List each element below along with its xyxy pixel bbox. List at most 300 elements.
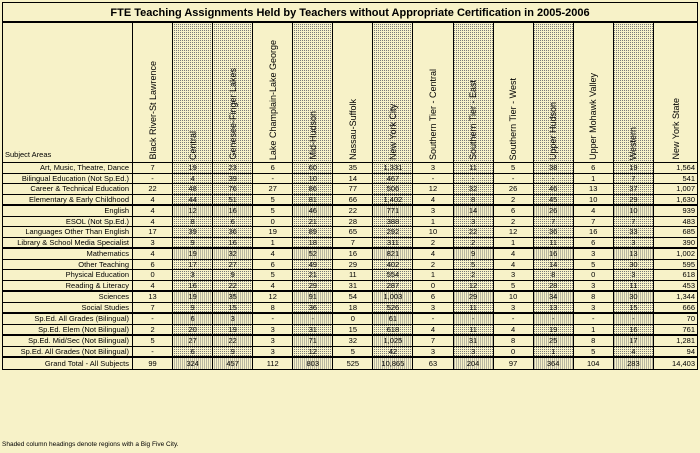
table-cell: 1: [413, 270, 453, 281]
column-header-subject-areas: Subject Areas: [3, 23, 133, 163]
table-cell: 99: [133, 357, 173, 370]
table-cell: 66: [333, 194, 373, 205]
table-cell: 1,002: [654, 248, 698, 259]
table-cell: -: [573, 313, 613, 324]
table-cell: 3: [253, 346, 293, 357]
table-cell: 16: [533, 248, 573, 259]
table-cell: 1,281: [654, 335, 698, 346]
table-cell: 16: [213, 205, 253, 216]
table-cell: 685: [654, 227, 698, 238]
table-cell: 1: [573, 324, 613, 335]
column-header-region: [333, 23, 373, 163]
table-cell: 3: [613, 270, 653, 281]
table-cell: 52: [293, 248, 333, 259]
table-cell: 13: [133, 291, 173, 302]
table-cell: 5: [493, 280, 533, 291]
table-cell: 618: [654, 270, 698, 281]
table-cell: -: [133, 346, 173, 357]
table-cell: 16: [573, 227, 613, 238]
table-cell: 35: [333, 163, 373, 174]
table-cell: 37: [613, 184, 653, 195]
table-cell: 6: [253, 163, 293, 174]
table-cell: 525: [333, 357, 373, 370]
column-header-region: [453, 23, 493, 163]
table-cell: 4: [133, 216, 173, 227]
column-header-label: Black River-St Lawrence: [147, 61, 158, 160]
table-cell: 35: [213, 291, 253, 302]
column-header-label: Mid-Hudson: [307, 111, 318, 160]
table-cell: 81: [293, 194, 333, 205]
table-cell: 32: [213, 248, 253, 259]
table-cell: -: [133, 173, 173, 184]
column-header-label: New York State: [670, 98, 681, 160]
table-cell: -: [253, 313, 293, 324]
table-cell: 402: [373, 259, 413, 270]
table-cell: 19: [213, 324, 253, 335]
table-cell: 7: [613, 216, 653, 227]
fte-table: [2, 22, 698, 370]
row-label: Sciences: [3, 291, 133, 302]
row-label: Elementary & Early Childhood: [3, 194, 133, 205]
page-title: FTE Teaching Assignments Held by Teachers without Appropriate Certification in 2005-2006: [2, 2, 698, 22]
row-label: Social Studies: [3, 302, 133, 313]
table-cell: 4: [413, 248, 453, 259]
table-cell: 39: [173, 227, 213, 238]
table-row: [3, 346, 698, 357]
table-cell: 0: [413, 280, 453, 291]
table-cell: 22: [213, 280, 253, 291]
table-cell: 3: [413, 205, 453, 216]
table-cell: 4: [133, 280, 173, 291]
table-cell: 1: [533, 346, 573, 357]
table-cell: 33: [613, 227, 653, 238]
table-cell: 27: [253, 184, 293, 195]
table-cell: 7: [333, 237, 373, 248]
table-cell: 46: [533, 184, 573, 195]
table-cell: 204: [453, 357, 493, 370]
table-cell: 26: [493, 184, 533, 195]
row-label: Grand Total - All Subjects: [3, 357, 133, 370]
table-cell: 15: [613, 302, 653, 313]
row-label: Sp.Ed. All Grades (Not Bilingual): [3, 346, 133, 357]
column-header-region: [573, 23, 613, 163]
row-label: Reading & Literacy: [3, 280, 133, 291]
table-cell: 16: [173, 280, 213, 291]
table-cell: 2: [493, 216, 533, 227]
table-cell: 16: [333, 248, 373, 259]
table-cell: 1,007: [654, 184, 698, 195]
table-cell: -: [413, 313, 453, 324]
table-cell: -: [533, 313, 573, 324]
table-cell: 0: [133, 270, 173, 281]
table-row: [3, 291, 698, 302]
column-header-label: Southern Tier - East: [468, 79, 479, 160]
table-cell: -: [293, 313, 333, 324]
table-cell: 29: [293, 280, 333, 291]
row-label: Sp.Ed. All Grades (Bilingual): [3, 313, 133, 324]
table-cell: -: [453, 173, 493, 184]
table-cell: -: [493, 173, 533, 184]
column-header-region: [493, 23, 533, 163]
table-cell: 5: [253, 270, 293, 281]
table-cell: 19: [173, 291, 213, 302]
table-cell: 4: [173, 173, 213, 184]
table-cell: 2: [413, 259, 453, 270]
table-cell: 94: [654, 346, 698, 357]
table-cell: 91: [293, 291, 333, 302]
table-cell: 36: [293, 302, 333, 313]
table-cell: 36: [533, 227, 573, 238]
table-cell: 7: [413, 335, 453, 346]
table-cell: 61: [373, 313, 413, 324]
table-cell: 39: [213, 173, 253, 184]
table-cell: 9: [213, 346, 253, 357]
table-cell: 13: [613, 248, 653, 259]
table-cell: -: [133, 313, 173, 324]
table-cell: 4: [493, 248, 533, 259]
table-cell: 54: [333, 291, 373, 302]
table-cell: 8: [573, 291, 613, 302]
table-cell: 6: [213, 216, 253, 227]
table-cell: 14: [533, 259, 573, 270]
row-label: Career & Technical Education: [3, 184, 133, 195]
table-cell: 36: [213, 227, 253, 238]
table-cell: 27: [213, 259, 253, 270]
table-cell: 22: [333, 205, 373, 216]
table-cell: 3: [573, 280, 613, 291]
table-cell: 10,865: [373, 357, 413, 370]
column-header-region: [213, 23, 253, 163]
table-cell: 457: [213, 357, 253, 370]
table-cell: 14,403: [654, 357, 698, 370]
column-header-label: Upper Mohawk Valley: [588, 73, 599, 160]
table-cell: 19: [173, 163, 213, 174]
table-cell: 939: [654, 205, 698, 216]
table-cell: 27: [173, 335, 213, 346]
table-cell: 3: [573, 248, 613, 259]
table-cell: 21: [293, 216, 333, 227]
table-cell: 12: [173, 205, 213, 216]
table-cell: 390: [654, 237, 698, 248]
table-cell: 6: [493, 205, 533, 216]
table-cell: 9: [453, 248, 493, 259]
table-cell: 51: [213, 194, 253, 205]
table-cell: 13: [573, 184, 613, 195]
table-body: [3, 163, 698, 370]
table-row: [3, 237, 698, 248]
table-cell: 3: [573, 302, 613, 313]
table-cell: 2: [453, 270, 493, 281]
table-cell: 30: [613, 291, 653, 302]
column-header-region: [533, 23, 573, 163]
table-cell: 3: [493, 302, 533, 313]
table-cell: 1,331: [373, 163, 413, 174]
column-header-label: Genesee-Finger Lakes: [227, 68, 238, 160]
table-cell: 38: [533, 163, 573, 174]
column-header-label: Western: [628, 126, 639, 160]
column-header-region: [613, 23, 653, 163]
table-cell: 287: [373, 280, 413, 291]
table-cell: 4: [253, 248, 293, 259]
table-cell: 364: [533, 357, 573, 370]
table-cell: 3: [213, 313, 253, 324]
table-cell: 18: [293, 237, 333, 248]
table-cell: 11: [333, 270, 373, 281]
table-cell: 22: [213, 335, 253, 346]
table-cell: -: [613, 313, 653, 324]
footnote: Shaded column headings denote regions with a Big Five City.: [2, 441, 179, 448]
table-cell: 28: [533, 280, 573, 291]
table-cell: 13: [533, 302, 573, 313]
table-row: [3, 216, 698, 227]
table-cell: 3: [453, 216, 493, 227]
table-cell: 0: [253, 216, 293, 227]
table-cell: 283: [613, 357, 653, 370]
table-cell: 526: [373, 302, 413, 313]
table-cell: 2: [133, 324, 173, 335]
table-cell: 6: [173, 346, 213, 357]
table-cell: 12: [253, 291, 293, 302]
row-label: Sp.Ed. Elem (Not Bilingual): [3, 324, 133, 335]
table-cell: 12: [493, 227, 533, 238]
table-cell: 31: [453, 335, 493, 346]
table-row: [3, 163, 698, 174]
column-header-label: Southern Tier - Central: [427, 68, 438, 160]
table-cell: 666: [654, 302, 698, 313]
table-cell: 595: [654, 259, 698, 270]
table-cell: 2: [413, 237, 453, 248]
column-header-region: [133, 23, 173, 163]
table-row: [3, 280, 698, 291]
table-cell: 483: [654, 216, 698, 227]
table-cell: 1: [253, 237, 293, 248]
table-cell: 7: [533, 216, 573, 227]
table-cell: 89: [293, 227, 333, 238]
table-cell: 11: [453, 163, 493, 174]
table-cell: 70: [654, 313, 698, 324]
table-cell: 112: [253, 357, 293, 370]
table-cell: 5: [573, 259, 613, 270]
table-cell: 29: [333, 259, 373, 270]
table-cell: 10: [573, 194, 613, 205]
table-cell: 26: [533, 205, 573, 216]
table-cell: 6: [413, 291, 453, 302]
row-label: Languages Other Than English: [3, 227, 133, 238]
table-cell: 4: [413, 324, 453, 335]
table-cell: 71: [293, 335, 333, 346]
table-cell: 1,025: [373, 335, 413, 346]
column-header-label: Central: [187, 130, 198, 160]
table-cell: 6: [573, 163, 613, 174]
column-header-label: Nassau-Suffolk: [347, 99, 358, 160]
grand-total-row: [3, 357, 698, 370]
row-label: Physical Education: [3, 270, 133, 281]
table-cell: -: [413, 173, 453, 184]
table-cell: 76: [213, 184, 253, 195]
table-row: [3, 194, 698, 205]
table-cell: 19: [533, 324, 573, 335]
table-cell: 44: [173, 194, 213, 205]
table-cell: 4: [133, 205, 173, 216]
table-cell: 4: [613, 346, 653, 357]
table-cell: 5: [333, 346, 373, 357]
table-cell: 34: [533, 291, 573, 302]
table-cell: 8: [453, 194, 493, 205]
table-cell: 388: [373, 216, 413, 227]
table-cell: 821: [373, 248, 413, 259]
table-cell: 8: [493, 335, 533, 346]
table-cell: 31: [333, 280, 373, 291]
table-cell: 0: [333, 313, 373, 324]
table-cell: 46: [293, 205, 333, 216]
table-cell: 3: [613, 237, 653, 248]
column-header-region: [253, 23, 293, 163]
table-cell: 42: [373, 346, 413, 357]
table-cell: 16: [213, 237, 253, 248]
row-label: Sp.Ed. Mid/Sec (Not Bilingual): [3, 335, 133, 346]
table-cell: 5: [253, 205, 293, 216]
table-cell: 7: [133, 163, 173, 174]
table-cell: 0: [493, 346, 533, 357]
table-cell: 10: [413, 227, 453, 238]
table-cell: 19: [173, 248, 213, 259]
table-cell: 5: [253, 194, 293, 205]
table-row: [3, 173, 698, 184]
table-cell: 3: [253, 324, 293, 335]
column-header-region: [373, 23, 413, 163]
table-cell: 104: [573, 357, 613, 370]
table-cell: 3: [173, 270, 213, 281]
table-cell: 1,344: [654, 291, 698, 302]
table-cell: 506: [373, 184, 413, 195]
table-cell: 1: [413, 216, 453, 227]
table-cell: 6: [173, 313, 213, 324]
table-cell: 10: [293, 173, 333, 184]
table-header-row: [3, 23, 698, 163]
table-cell: 31: [293, 324, 333, 335]
table-row: [3, 270, 698, 281]
table-cell: 1,402: [373, 194, 413, 205]
table-cell: 86: [293, 184, 333, 195]
table-cell: 7: [613, 173, 653, 184]
table-cell: 30: [613, 259, 653, 270]
table-cell: 3: [413, 302, 453, 313]
table-cell: 453: [654, 280, 698, 291]
table-cell: 4: [573, 205, 613, 216]
table-cell: 17: [613, 335, 653, 346]
table-cell: 8: [173, 216, 213, 227]
table-cell: 3: [453, 346, 493, 357]
table-cell: -: [453, 313, 493, 324]
table-cell: 32: [333, 335, 373, 346]
row-label: Mathematics: [3, 248, 133, 259]
table-row: [3, 324, 698, 335]
table-cell: 14: [333, 173, 373, 184]
table-cell: 8: [253, 302, 293, 313]
table-cell: 6: [573, 237, 613, 248]
table-cell: 7: [133, 302, 173, 313]
table-cell: 1,564: [654, 163, 698, 174]
table-cell: 10: [493, 291, 533, 302]
column-header-region: [413, 23, 453, 163]
table-cell: 45: [533, 194, 573, 205]
table-row: [3, 248, 698, 259]
table-cell: 2: [453, 237, 493, 248]
table-cell: 1: [573, 173, 613, 184]
table-cell: 65: [333, 227, 373, 238]
table-cell: 11: [533, 237, 573, 248]
table-cell: 4: [253, 280, 293, 291]
row-label: English: [3, 205, 133, 216]
table-cell: 17: [173, 259, 213, 270]
table-cell: 3: [253, 335, 293, 346]
table-cell: 761: [654, 324, 698, 335]
table-cell: 9: [173, 237, 213, 248]
column-header-label: Lake Champlain-Lake George: [267, 39, 278, 160]
table-cell: 3: [133, 237, 173, 248]
table-cell: 11: [613, 280, 653, 291]
table-cell: 1,630: [654, 194, 698, 205]
column-header-region: [173, 23, 213, 163]
column-header-label: Upper Hudson: [548, 101, 559, 160]
table-cell: 10: [613, 205, 653, 216]
table-cell: 324: [173, 357, 213, 370]
table-cell: 22: [453, 227, 493, 238]
table-cell: 7: [573, 216, 613, 227]
column-header-label: New York City: [387, 103, 398, 160]
table-cell: 618: [373, 324, 413, 335]
table-cell: 21: [293, 270, 333, 281]
table-cell: 25: [533, 335, 573, 346]
table-cell: 8: [533, 270, 573, 281]
table-cell: 19: [613, 163, 653, 174]
table-cell: 28: [333, 216, 373, 227]
table-cell: 4: [413, 194, 453, 205]
table-cell: 5: [573, 346, 613, 357]
row-label: ESOL (Not Sp.Ed.): [3, 216, 133, 227]
table-cell: 0: [573, 270, 613, 281]
table-cell: 18: [333, 302, 373, 313]
table-cell: 5: [133, 335, 173, 346]
table-cell: 3: [413, 346, 453, 357]
table-cell: 12: [293, 346, 333, 357]
table-cell: 12: [413, 184, 453, 195]
table-row: [3, 205, 698, 216]
table-cell: -: [493, 313, 533, 324]
table-cell: 5: [493, 163, 533, 174]
row-label: Art, Music, Theatre, Dance: [3, 163, 133, 174]
table-cell: 48: [173, 184, 213, 195]
column-header-label: Southern Tier - West: [508, 77, 519, 160]
table-cell: 3: [413, 163, 453, 174]
table-cell: 4: [493, 324, 533, 335]
column-header-region: [654, 23, 698, 163]
table-cell: 77: [333, 184, 373, 195]
table-cell: 292: [373, 227, 413, 238]
table-cell: 29: [613, 194, 653, 205]
table-cell: 2: [493, 194, 533, 205]
table-cell: 11: [453, 302, 493, 313]
column-header-region: [293, 23, 333, 163]
table-cell: 49: [293, 259, 333, 270]
table-row: [3, 184, 698, 195]
table-cell: 803: [293, 357, 333, 370]
table-cell: -: [533, 173, 573, 184]
table-cell: 17: [133, 227, 173, 238]
table-cell: 14: [453, 205, 493, 216]
row-label: Other Teaching: [3, 259, 133, 270]
table-cell: 311: [373, 237, 413, 248]
